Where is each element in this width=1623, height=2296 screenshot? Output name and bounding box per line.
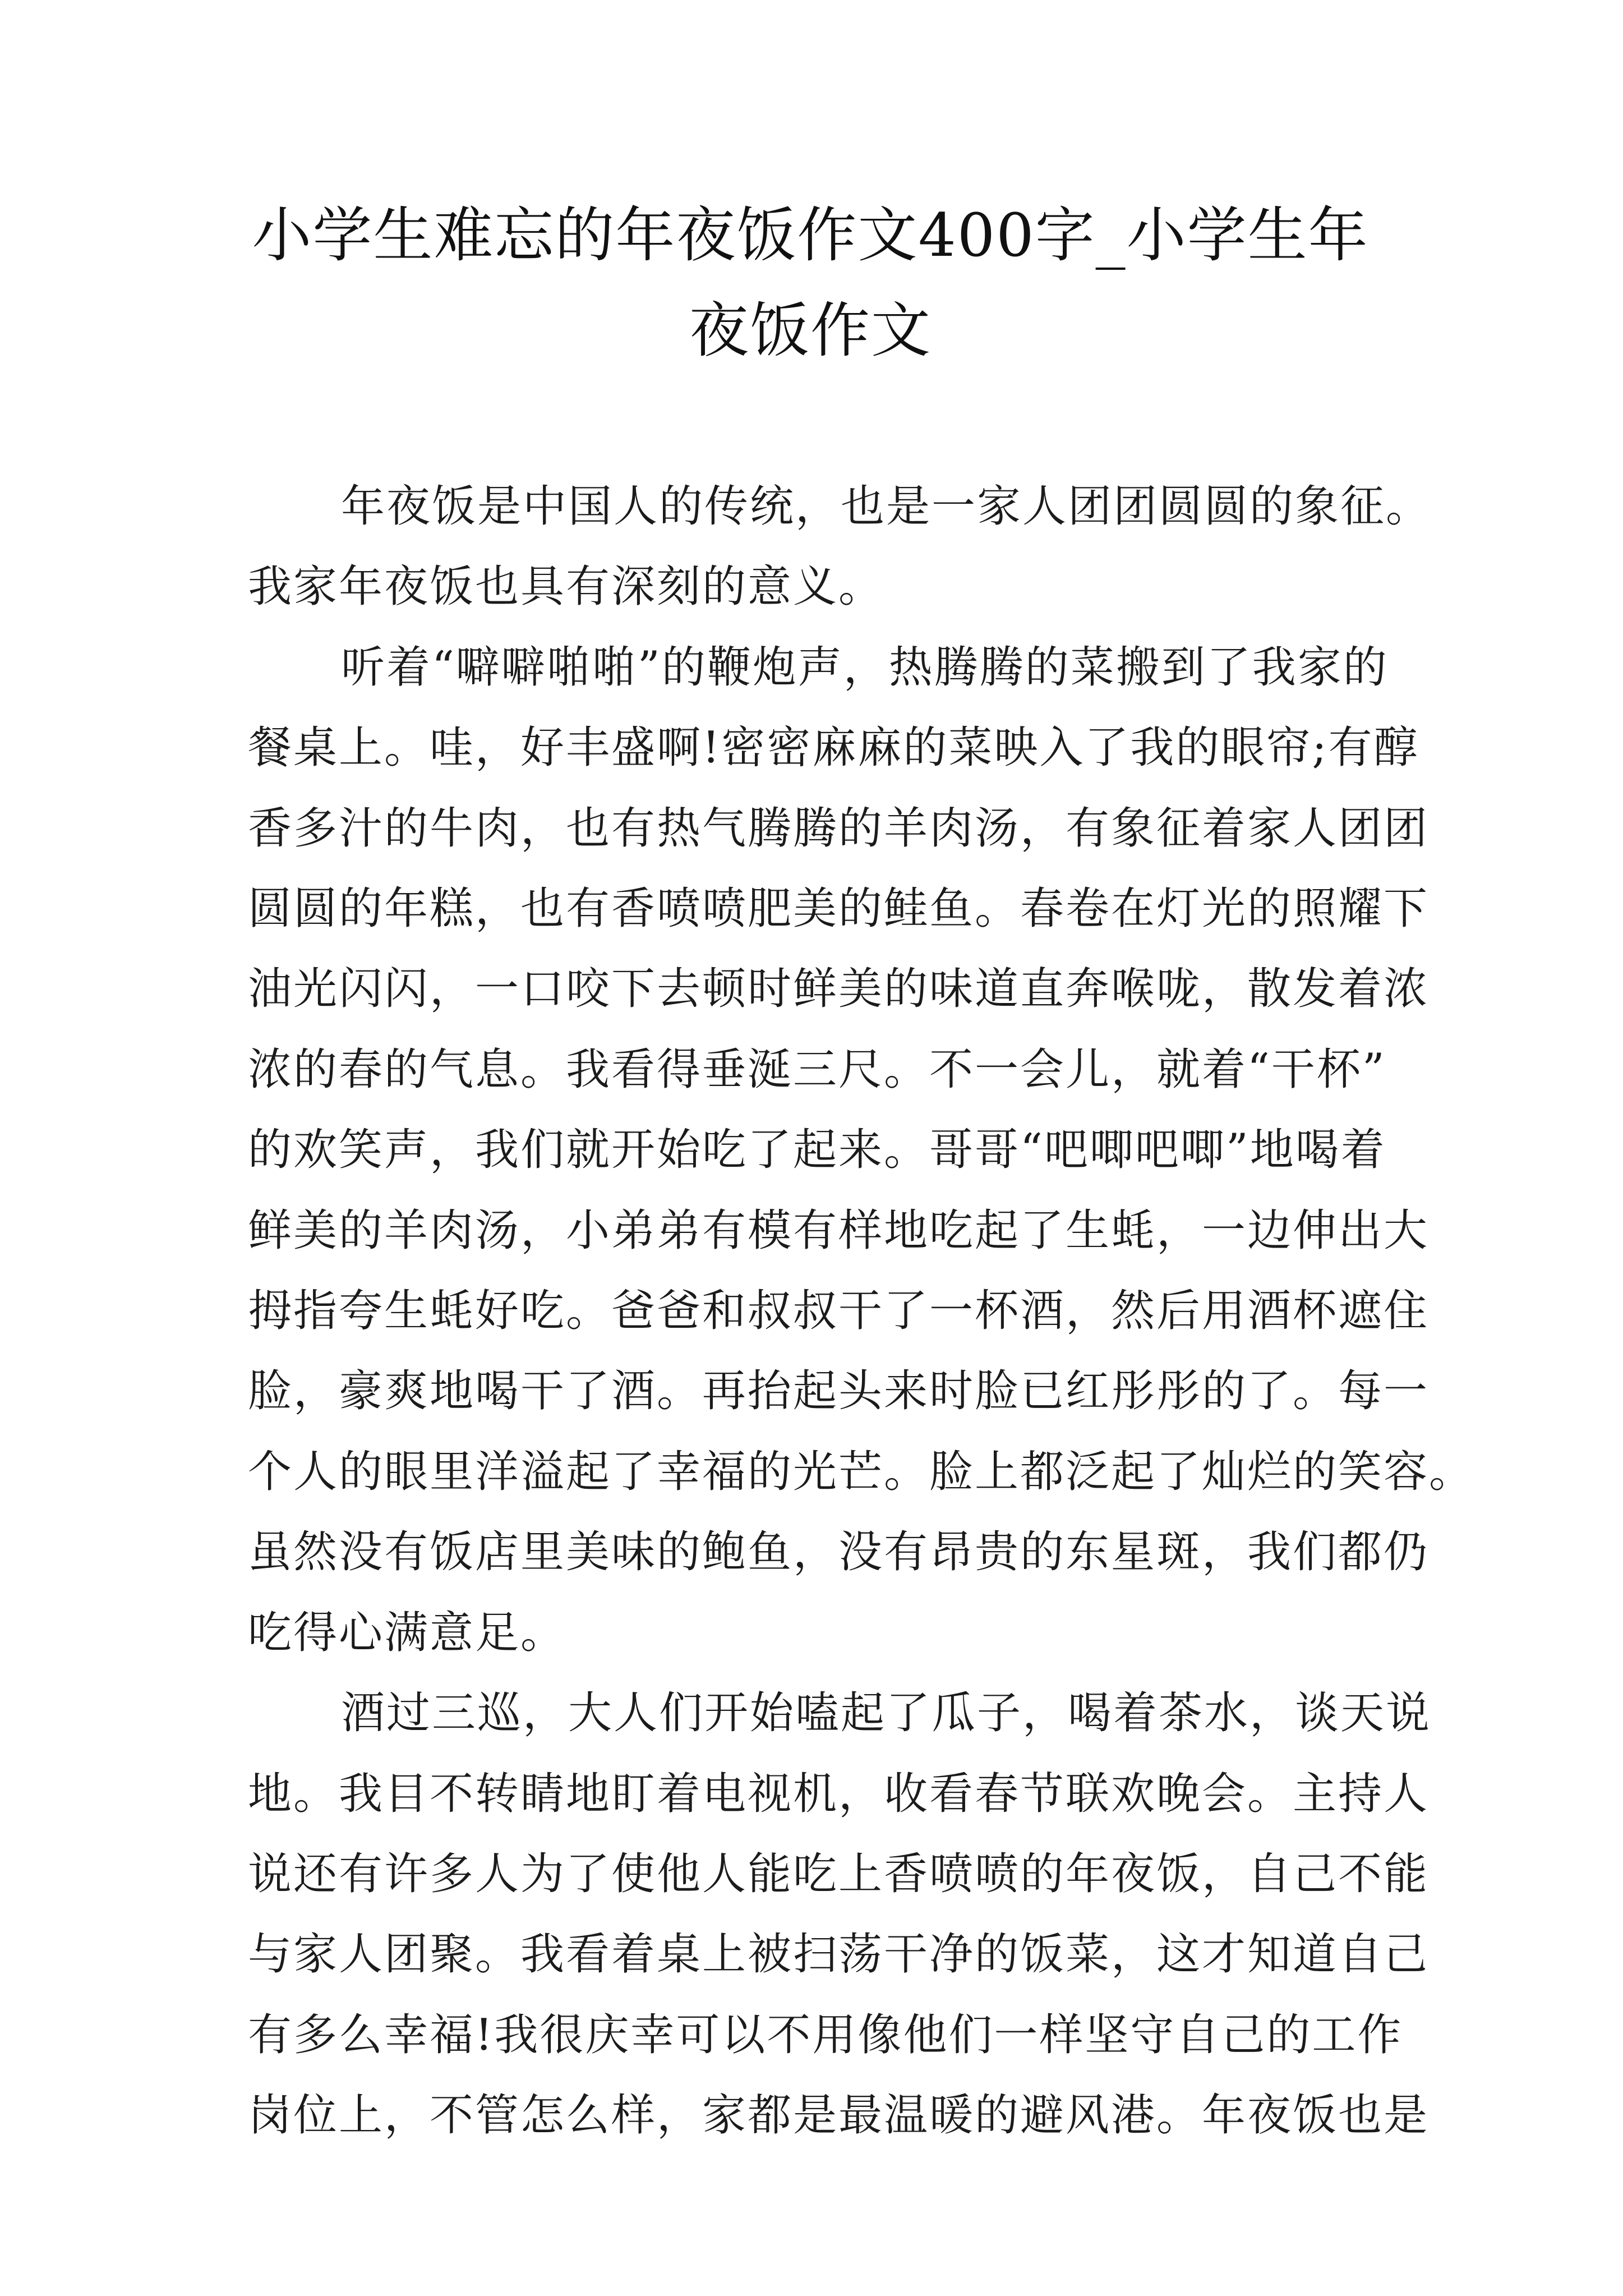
- text-line: 年夜饭是中国人的传统，也是一家人团团圆圆的象征。: [341, 481, 1432, 532]
- text-line: 虽然没有饭店里美味的鲍鱼，没有昂贵的东星斑，我们都仍: [248, 1527, 1430, 1578]
- text-line: 拇指夸生蚝好吃。爸爸和叔叔干了一杯酒，然后用酒杯遮住: [248, 1286, 1430, 1337]
- text-line: 说还有许多人为了使他人能吃上香喷喷的年夜饭，自己不能: [248, 1848, 1430, 1899]
- paragraph: [248, 1673, 1432, 2156]
- title-line: 夜饭作文: [689, 296, 932, 365]
- text-line: 鲜美的羊肉汤，小弟弟有模有样地吃起了生蚝，一边伸出大: [248, 1205, 1430, 1256]
- text-line: 与家人团聚。我看着桌上被扫荡干净的饭菜，这才知道自己: [248, 1929, 1430, 1980]
- text-line: 岗位上，不管怎么样，家都是最温暖的避风港。年夜饭也是: [248, 2090, 1430, 2141]
- title-line: 小学生难忘的年夜饭作文400字_小学生年: [252, 201, 1369, 270]
- text-line: 吃得心满意足。: [248, 1607, 566, 1658]
- text-line: 酒过三巡，大人们开始嗑起了瓜子，喝着茶水，谈天说: [341, 1688, 1432, 1739]
- text-line: 香多汁的牛肉，也有热气腾腾的羊肉汤，有象征着家人团团: [248, 803, 1430, 854]
- text-line: 圆圆的年糕，也有香喷喷肥美的鲑鱼。春卷在灯光的照耀下: [248, 884, 1430, 935]
- text-line: 我家年夜饭也具有深刻的意义。: [248, 562, 884, 613]
- document-body: [248, 467, 1475, 2156]
- paragraph: [248, 467, 1432, 628]
- text-line: 的欢笑声，我们就开始吃了起来。哥哥“吧唧吧唧”地喝着: [248, 1125, 1386, 1176]
- text-line: 有多么幸福!我很庆幸可以不用像他们一样坚守自己的工作: [248, 2009, 1403, 2060]
- paragraph: [248, 628, 1475, 1673]
- text-line: 听着“噼噼啪啪”的鞭炮声，热腾腾的菜搬到了我家的: [341, 642, 1389, 693]
- text-line: 油光闪闪，一口咬下去顿时鲜美的味道直奔喉咙，散发着浓: [248, 964, 1430, 1015]
- text-line: 个人的眼里洋溢起了幸福的光芒。脸上都泛起了灿烂的笑容。: [248, 1446, 1475, 1497]
- text-line: 浓的春的气息。我看得垂涎三尺。不一会儿，就着“干杯”: [248, 1044, 1386, 1095]
- text-line: 脸，豪爽地喝干了酒。再抬起头来时脸已红彤彤的了。每一: [248, 1366, 1430, 1417]
- document-title: [241, 188, 1380, 379]
- text-line: 地。我目不转睛地盯着电视机，收看春节联欢晚会。主持人: [248, 1768, 1430, 1819]
- text-line: 餐桌上。哇，好丰盛啊!密密麻麻的菜映入了我的眼帘;有醇: [248, 723, 1419, 774]
